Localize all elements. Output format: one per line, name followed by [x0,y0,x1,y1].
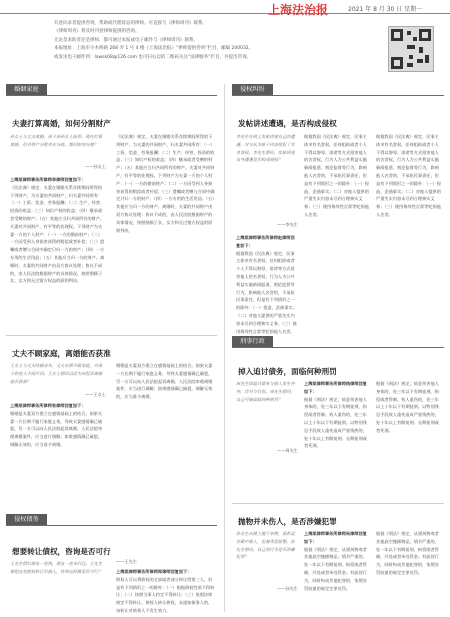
article-title: 想要转让债权，咨询是否可行 [12,547,111,556]
intro-line: 本报地址：上海市小木桥路 268 弄 1 号 4 楼《上海法治报》“律师提供咨询”栏目，邮编 200032。 [54,46,254,52]
header-rule [0,13,450,14]
article-text: 根据《刑法》规定，从建筑物或者其他高空抛掷物品，情节严重的，处一年以下有期徒刑、拘役或者管制，并处或者单处罚金。有前款行为，同时构成其他犯罪的，依照处罚较重的规定定罪处罚。 [376,531,439,575]
lawyer-reply: 上海某律师事务所律师吴律师回复如下： [304,531,367,544]
article-text: 婚姻是夫妻双方建立在感情基础上的结合。如果夫妻一方长期不履行家庭义务，导致夫妻感情确已破裂，另一方可以向人民法院起诉离婚。人民法院审理离婚案件，应当进行调解；如果感情确已破裂，调解无效的，应当准予离婚。 [10,410,103,447]
divider [6,335,217,336]
article-title: 掉入追讨债务，面临何种刑罚 [238,367,337,376]
article-text: 根据我国《民法典》规定，民事主体享有名誉权。任何组织或者个人不得以侮辱、诽谤等方式侵害他人的名誉权。行为人为公共利益实施新闻报道、舆论监督等行为，影响他人名誉的，不承担民事责任，但是有下列情形之一的除外：（一）捏造、歪曲事实；（二）对他人提供的严重失实内容未尽到合理核实义务；（三）使用侮辱性言辞等贬损他人名誉。 [236,250,297,334]
qr-code[interactable] [388,26,434,72]
article-text: 婚姻是夫妻双方建立在感情基础上的结合。如果夫妻一方长期不履行家庭义务，导致夫妻感情确已破裂，另一方可以向人民法院起诉离婚。人民法院审理离婚案件，应当进行调解；如果感情确已破裂，调解无效的，应当准予离婚。 [116,363,213,400]
section-tag-debt: 侵权债务 [6,514,47,525]
question-author: ——王先生 [116,559,137,564]
section-tag-rights: 侵权纠纷 [232,84,273,95]
article-body-cont [304,133,370,325]
lawyer-reply: 上海某律师事务所律师张律师回复如下： [10,403,86,408]
question-author: ——李先生 [277,222,298,227]
section-rule [6,95,217,96]
article-text: 根据《刑法》规定，故意伤害他人身体的，处三年以下有期徒刑、拘役或者管制。致人重伤的，处三年以上十年以下有期徒刑。以特别残忍手段致人重伤造成严重残疾的，处十年以上有期徒刑、无期徒刑或者死刑。 [304,396,367,449]
article-text: 根据《刑法》规定，故意伤害他人身体的，处三年以下有期徒刑、拘役或者管制。致人重伤的，处三年以上十年以下有期徒刑。以特别残忍手段致人重伤造成严重残疾的，处十年以上有期徒刑、无期徒刑或者死刑。 [376,381,439,433]
article-text: 债权人可以将债权的全部或者部分转让给第三人，但是有下列情形之一的除外：（一）根据债权性质不得转让；（二）按照当事人约定不得转让；（三）依照法律规定不得转让。债权人转让债权，未通知债务人的，该转让对债务人不发生效力。 [116,576,215,613]
article-body-cont [376,133,442,325]
divider [232,503,444,504]
intro-line: 或发送电子邮件到：lawsk08@126.com 也可扫右边的二维码关注“法律服务”栏目，并提出咨询。 [54,54,252,60]
section-tag-marriage: 婚姻家庭 [6,84,47,95]
article-body [304,380,370,496]
article-body-cont [376,380,442,496]
intro-line: 无论是求助者还是律师，都可通过本报或电子邮件与《律师周刊》联系。 [54,37,198,43]
question-author: ——孙女士 [85,164,106,169]
article-title: 丈夫不顾家庭，离婚能否获准 [12,349,111,358]
reader-question: 李先生在网上发帖讲述自己的遭遇，对方认为帖子内容侵犯了其名誉权。李先生想问，发帖讲述自身遭遇是否构成侵权？ [236,134,295,163]
lawyer-reply: 上海某律师事务所律师李律师回复如下： [10,177,86,182]
article-body [10,176,106,328]
question-author: ——周先生 [277,448,298,453]
dateline: 2021 年 8 月 30 日 星期一 [348,6,423,13]
section-rule [232,347,444,348]
article-title: 发帖讲述遭遇，是否构成侵权 [238,119,337,128]
intro-text [54,20,294,62]
section-tag-criminal: 刑事行政 [232,336,273,347]
column-separator [224,84,225,612]
masthead: 上海法治报 [268,3,329,17]
article-title: 抛物并未伤人，是否涉嫌犯罪 [238,517,337,526]
article-text: 《民法典》规定，夫妻在婚姻关系存续期间所得的下列财产，为夫妻的共同财产，归夫妻共同所有：（一）工资、奖金、劳务报酬；（二）生产、经营、投资的收益；（三）知识产权的收益；（四）继承或者受赠的财产；（五）其他应当归共同所有的财产。夫妻对共同财产，有平等的处理权。下列财产为夫妻一方的个人财产：（一）一方的婚前财产；（二）一方因受到人身损害获得的赔偿或者补偿；（三）遗嘱或者赠与合同中确定只归一方的财产；（四）一方专用的生活用品；（五）其他应当归一方的财产。离婚时，夫妻的共同财产由双方协议处理；协议不成的，由人民法院根据财产的具体情况，按照照顾子女、女方和无过错方权益的原则判决。 [116,134,215,233]
reader-question: 周先生因追讨债务与他人发生冲突，将对方打伤。周先生想问，自己可能面临何种刑罚？ [236,381,295,402]
article-text: 根据我国《民法典》规定，民事主体享有名誉权。任何组织或者个人不得以侮辱、诽谤等方式侵害他人的名誉权。行为人为公共利益实施新闻报道、舆论监督等行为，影响他人名誉的，不承担民事责任，但是有下列情形之一的除外：（一）捏造、歪曲事实；（二）对他人提供的严重失实内容未尽到合理核实义务；（三）使用侮辱性言辞等贬损他人名誉。 [376,134,441,217]
intro-line: 《律师周刊》将及时刊登律师提供的咨询。 [54,29,140,35]
article-body [116,568,216,612]
article-body [10,402,106,494]
article-text: 根据《刑法》规定，从建筑物或者其他高空抛掷物品，情节严重的，处一年以下有期徒刑、拘役或者管制，并处或者单处罚金。有前款行为，同时构成其他犯罪的，依照处罚较重的规定定罪处罚。 [304,546,367,591]
article-title: 夫妻打算离婚，如何分割财产 [12,119,111,128]
section-rule [6,525,217,526]
section-rule [232,95,444,96]
article-body-cont [116,362,216,492]
reader-question: 王女士与丈夫结婚多年，丈夫长期不顾家庭，对孩子和老人不闻不问。王女士想问以此为由起诉离婚能否获准？ [10,363,103,384]
reader-question: 孙女士与丈夫离婚，孩子由孙女士抚养。现在打算离婚，但对财产分配存在分歧，想问如何分割？ [10,134,103,147]
reader-question: 王先生借给朋友一笔钱，朋友一直未归还。王先生想把这笔债权转让给他人，咨询这样做是否可行？ [10,561,103,574]
article-body [304,530,370,612]
question-author: ——王女士 [85,392,106,397]
article-body-cont [116,133,216,325]
intro-line: 有意向求者提供咨询，帮助或代理诉讼的律师。可直接与《律师周刊》联系。 [54,21,207,26]
lawyer-reply: 上海某律师事务所律师郑律师回复如下： [116,569,192,574]
qr-code-icon [389,27,433,71]
lawyer-reply: 上海某律师事务所律师钱律师回复如下： [304,381,367,394]
question-author: ——孙先生 [277,586,298,591]
article-text: 《民法典》规定，夫妻在婚姻关系存续期间所得的下列财产，为夫妻的共同财产，归夫妻共同所有：（一）工资、奖金、劳务报酬；（二）生产、经营、投资的收益；（三）知识产权的收益；（四）继承或者受赠的财产；（五）其他应当归共同所有的财产。夫妻对共同财产，有平等的处理权。下列财产为夫妻一方的个人财产：（一）一方的婚前财产；（二）一方因受到人身损害获得的赔偿或者补偿；（三）遗嘱或者赠与合同中确定只归一方的财产；（四）一方专用的生活用品；（五）其他应当归一方的财产。离婚时，夫妻的共同财产由双方协议处理；协议不成的，由人民法院根据财产的具体情况，按照照顾子女、女方和无过错方权益的原则判决。 [10,184,105,284]
article-text: 根据我国《民法典》规定，民事主体享有名誉权。任何组织或者个人不得以侮辱、诽谤等方式侵害他人的名誉权。行为人为公共利益实施新闻报道、舆论监督等行为，影响他人名誉的，不承担民事责任，但是有下列情形之一的除外：（一）捏造、歪曲事实；（二）对他人提供的严重失实内容未尽到合理核实义务；（三）使用侮辱性言辞等贬损他人名誉。 [304,134,369,217]
article-body-cont [376,530,442,612]
article-body [236,234,298,334]
reader-question: 孙先生从楼上抛下杂物，虽然没有砸中他人，但被邻居报警。孙先生想问，自己的行为是否涉嫌犯罪？ [236,531,295,560]
lawyer-reply: 上海某律师事务所律师赵律师回复如下： [236,235,295,248]
